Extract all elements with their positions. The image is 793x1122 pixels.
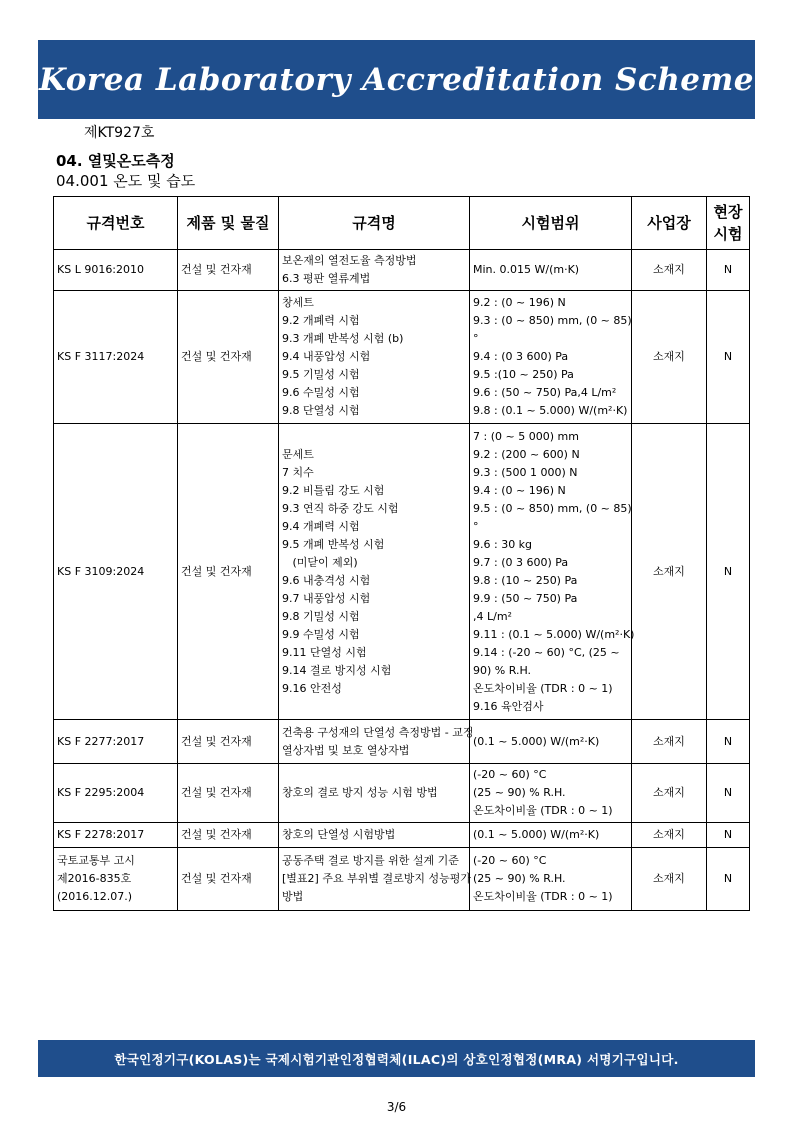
accreditation-table: [53, 196, 750, 911]
standard-name-cell-line: 9.5 기밀성 시험: [282, 368, 360, 381]
test-range-cell-line: 9.6 : (50 ~ 750) Pa,4 L/m²: [473, 386, 617, 399]
test-range-cell-line: 9.2 : (200 ~ 600) N: [473, 447, 580, 461]
test-range-cell-line: 9.3 : (0 ~ 850) mm, (0 ~ 85): [473, 314, 632, 327]
onsite-test-cell: N: [707, 720, 750, 764]
standard-number-cell: [54, 720, 178, 764]
standard-name-cell-line: 공동주택 결로 방지를 위한 설계 기준: [282, 854, 459, 867]
standard-number-cell: [54, 823, 178, 848]
table-row: [54, 764, 750, 823]
standard-name-cell-line: 보온재의 열전도율 측정방법: [282, 254, 417, 267]
test-range-cell-line: 9.4 : (0 3 600) Pa: [473, 350, 569, 363]
standard-name-cell-line: 9.16 안전성: [282, 681, 342, 695]
standard-name-cell-line: 열상자법 및 보호 열상자법: [282, 743, 410, 757]
product-cell: 건설 및 건자재: [178, 764, 279, 823]
standard-name-cell: [279, 424, 470, 720]
page-number: 3/6: [386, 1100, 407, 1114]
standard-name-cell-line: 9.7 내풍압성 시험: [282, 591, 371, 605]
test-range-cell-line: (0.1 ~ 5.000) W/(m²·K): [473, 734, 600, 748]
test-range-cell-line: 9.2 : (0 ~ 196) N: [473, 296, 566, 309]
header-product: 제품 및 물질: [178, 197, 279, 250]
onsite-test-cell: N: [707, 250, 750, 291]
standard-name-cell-line: 9.11 단열성 시험: [282, 645, 367, 659]
onsite-test-cell: N: [707, 424, 750, 720]
standard-name-cell-line: 9.4 내풍압성 시험: [282, 350, 371, 363]
test-range-cell-line: (0.1 ~ 5.000) W/(m²·K): [473, 828, 600, 841]
standard-name-cell: [279, 848, 470, 911]
site-cell: 소재지: [632, 848, 707, 911]
table-header-row: [54, 197, 750, 250]
standard-number-cell: [54, 291, 178, 424]
table-row: [54, 823, 750, 848]
site-cell: 소재지: [632, 764, 707, 823]
standard-name-cell-line: 9.8 단열성 시험: [282, 404, 360, 417]
header-site: 사업장: [632, 197, 707, 250]
table-row: [54, 291, 750, 424]
standard-name-cell-line: 창호의 단열성 시험방법: [282, 828, 396, 841]
test-range-cell-line: 온도차이비율 (TDR : 0 ~ 1): [473, 804, 613, 817]
site-cell: 소재지: [632, 424, 707, 720]
standard-name-cell-line: 7 치수: [282, 465, 314, 479]
header-standard-no: 규격번호: [54, 197, 178, 250]
standard-name-cell-line: 9.14 결로 방지성 시험: [282, 663, 392, 677]
test-range-cell-line: 90) % R.H.: [473, 663, 532, 677]
test-range-cell-line: 9.3 : (500 1 000) N: [473, 465, 578, 479]
standard-name-cell-line: 9.8 기밀성 시험: [282, 609, 360, 623]
test-range-cell: [470, 764, 632, 823]
standard-name-cell-line: 9.2 개폐력 시험: [282, 314, 360, 327]
standard-number-cell-line: (2016.12.07.): [57, 890, 133, 903]
certificate-number: 제KT927호: [84, 125, 155, 141]
standard-name-cell: [279, 250, 470, 291]
standard-number-cell: [54, 424, 178, 720]
header-banner: Korea Laboratory Accreditation Scheme: [38, 40, 755, 119]
test-range-cell-line: 온도차이비율 (TDR : 0 ~ 1): [473, 890, 613, 903]
standard-name-cell-line: 6.3 평판 열류계법: [282, 272, 371, 285]
standard-name-cell-line: 9.2 비틀림 강도 시험: [282, 483, 385, 497]
test-range-cell-line: (25 ~ 90) % R.H.: [473, 872, 566, 885]
site-cell: 소재지: [632, 720, 707, 764]
standard-number-cell-line: KS F 2277:2017: [57, 734, 145, 748]
site-cell: 소재지: [632, 823, 707, 848]
test-range-cell-line: 9.14 : (-20 ~ 60) °C, (25 ~: [473, 645, 620, 659]
test-range-cell-line: 9.8 : (0.1 ~ 5.000) W/(m²·K): [473, 404, 628, 417]
product-cell: 건설 및 건자재: [178, 291, 279, 424]
standard-name-cell: [279, 720, 474, 764]
test-range-cell-line: 9.7 : (0 3 600) Pa: [473, 555, 569, 569]
test-range-cell-line: 9.4 : (0 ~ 196) N: [473, 483, 566, 497]
test-range-cell-line: 7 : (0 ~ 5 000) mm: [473, 429, 579, 443]
standard-name-cell: [279, 291, 470, 424]
onsite-test-cell: N: [707, 291, 750, 424]
header-standard-name: 규격명: [279, 197, 470, 250]
test-range-cell-line: 9.11 : (0.1 ~ 5.000) W/(m²·K): [473, 627, 635, 641]
test-range-cell-line: 온도차이비율 (TDR : 0 ~ 1): [473, 681, 613, 695]
test-range-cell-line: (25 ~ 90) % R.H.: [473, 786, 566, 799]
test-range-cell-line: ,4 L/m²: [473, 609, 512, 623]
product-cell: 건설 및 건자재: [178, 720, 279, 764]
test-range-cell-line: 9.6 : 30 kg: [473, 537, 533, 551]
section-title: 04. 열및온도측정: [56, 152, 175, 170]
standard-number-cell-line: KS F 2295:2004: [57, 786, 145, 799]
onsite-test-cell: N: [707, 823, 750, 848]
test-range-cell: [470, 848, 632, 911]
standard-name-cell-line: 9.9 수밀성 시험: [282, 627, 360, 641]
subsection-title: 04.001 온도 및 습도: [56, 172, 196, 190]
test-range-cell-line: Min. 0.015 W/(m·K): [473, 263, 580, 276]
standard-number-cell-line: 국토교통부 고시: [57, 854, 135, 867]
onsite-test-cell: N: [707, 848, 750, 911]
test-range-cell: [470, 424, 635, 720]
test-range-cell-line: (-20 ~ 60) °C: [473, 768, 547, 781]
table-row: [54, 720, 750, 764]
onsite-test-cell: N: [707, 764, 750, 823]
standard-name-cell-line: 9.3 연직 하중 강도 시험: [282, 501, 399, 515]
standard-number-cell: [54, 848, 178, 911]
standard-number-cell-line: KS F 3117:2024: [57, 350, 145, 363]
standard-name-cell-line: 9.3 개폐 반복성 시험 (b): [282, 332, 404, 345]
standard-name-cell-line: 9.6 내충격성 시험: [282, 573, 371, 587]
standard-name-cell-line: 방법: [282, 890, 304, 903]
product-cell: 건설 및 건자재: [178, 424, 279, 720]
standard-number-cell-line: KS F 3109:2024: [57, 564, 145, 578]
test-range-cell-line: 9.9 : (50 ~ 750) Pa: [473, 591, 578, 605]
standard-name-cell-line: 창세트: [282, 296, 314, 309]
test-range-cell: [470, 720, 632, 764]
footer-banner: 한국인정기구(KOLAS)는 국제시험기관인정협력체(ILAC)의 상호인정협정(MRA) 서명기구입니다.: [38, 1040, 755, 1077]
standard-name-cell-line: 9.6 수밀성 시험: [282, 386, 360, 399]
site-cell: 소재지: [632, 250, 707, 291]
site-cell: 소재지: [632, 291, 707, 424]
standard-name-cell: [279, 764, 470, 823]
header-test-range: 시험범위: [470, 197, 632, 250]
test-range-cell-line: 9.5 : (0 ~ 850) mm, (0 ~ 85): [473, 501, 632, 515]
product-cell: 건설 및 건자재: [178, 848, 279, 911]
standard-number-cell-line: KS L 9016:2010: [57, 263, 145, 276]
table-row: [54, 424, 750, 720]
standard-number-cell: [54, 764, 178, 823]
test-range-cell-line: °: [473, 332, 479, 345]
standard-name-cell-line: 9.4 개폐력 시험: [282, 519, 360, 533]
standard-name-cell-line: (미닫이 제외): [282, 555, 358, 569]
test-range-cell: [470, 291, 632, 424]
standard-name-cell-line: 문세트: [282, 447, 314, 461]
header-onsite-test: 현장 시험: [707, 197, 750, 250]
standard-name-cell-line: 창호의 결로 방지 성능 시험 방법: [282, 786, 438, 799]
standard-name-cell-line: [별표2] 주요 부위별 결로방지 성능평가: [282, 872, 471, 885]
test-range-cell-line: 9.8 : (10 ~ 250) Pa: [473, 573, 578, 587]
standard-number-cell: [54, 250, 178, 291]
test-range-cell-line: 9.5 :(10 ~ 250) Pa: [473, 368, 574, 381]
test-range-cell: [470, 250, 632, 291]
product-cell: 건설 및 건자재: [178, 250, 279, 291]
test-range-cell-line: 9.16 육안검사: [473, 699, 544, 713]
product-cell: 건설 및 건자재: [178, 823, 279, 848]
standard-name-cell: [279, 823, 470, 848]
standard-name-cell-line: 9.5 개폐 반복성 시험: [282, 537, 385, 551]
test-range-cell-line: (-20 ~ 60) °C: [473, 854, 547, 867]
table-row: [54, 250, 750, 291]
standard-number-cell-line: KS F 2278:2017: [57, 828, 145, 841]
test-range-cell-line: °: [473, 519, 479, 533]
test-range-cell: [470, 823, 632, 848]
table-row: [54, 848, 750, 911]
standard-name-cell-line: 건축용 구성재의 단열성 측정방법 - 교정: [282, 725, 474, 739]
standard-number-cell-line: 제2016-835호: [57, 872, 132, 885]
